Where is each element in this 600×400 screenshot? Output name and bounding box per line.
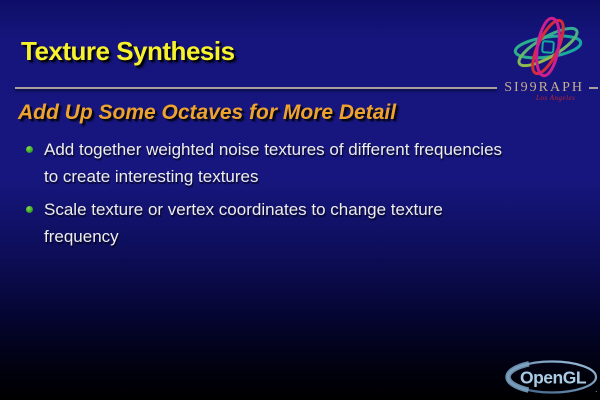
bullet-line: Scale texture or vertex coordinates to change texture [44,200,443,219]
header-separator [15,80,598,96]
siggraph-location-label: Los Angeles [536,94,576,102]
bullet-list [26,136,578,256]
bullet-text [44,196,443,250]
opengl-logo [503,358,599,398]
opengl-wordmark: OpenGL [519,367,587,388]
bullet-line: Add together weighted noise textures of different frequencies [44,140,503,159]
opengl-trademark: . [595,384,598,394]
bullet-text [44,136,502,190]
separator-line [15,87,497,89]
list-item [26,136,578,190]
separator-dash [589,87,598,89]
bullet-line: to create interesting textures [44,167,259,186]
slide-subtitle: Add Up Some Octaves for More Detail [18,101,397,124]
bullet-line: frequency [44,227,119,246]
list-item [26,196,578,250]
slide-title: Texture Synthesis [21,36,235,66]
bullet-icon [26,146,33,153]
siggraph-wordmark: SI99RAPH [504,80,584,95]
siggraph-flower-icon [503,12,593,84]
bullet-icon [26,206,33,213]
